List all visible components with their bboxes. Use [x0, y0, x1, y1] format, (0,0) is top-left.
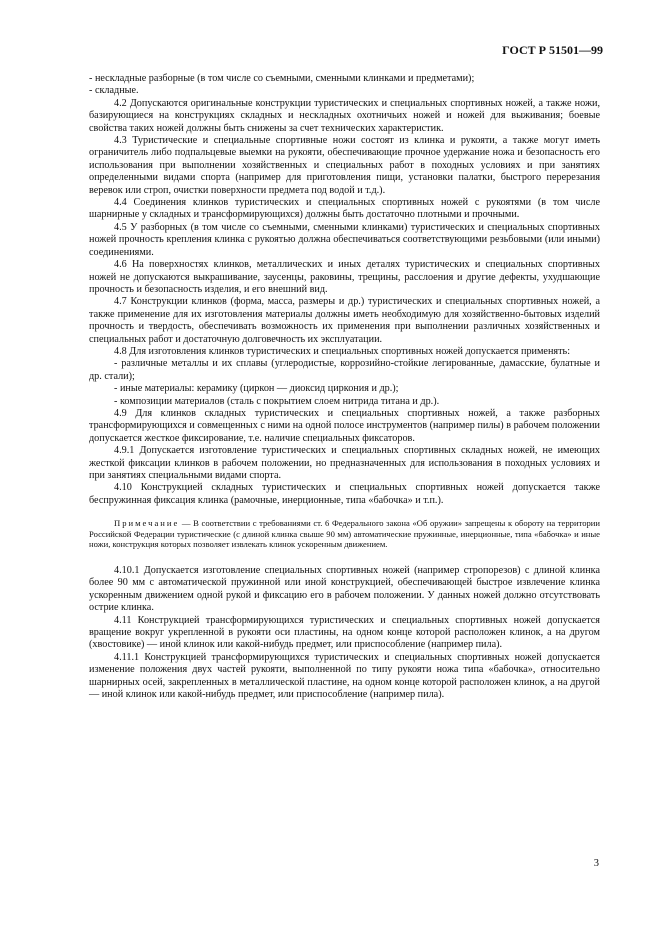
paragraph-4-6: 4.6 На поверхностях клинков, металлических и иных деталях туристических и специальных спортивных ножей не допускаются выкрашивание, заусенцы, раковины, трещины, расслоения и другие дефекты, ухудшающие прочность и безопасность изделия, и его внешний вид. [89, 259, 600, 295]
list-item: - различные металлы и их сплавы (углеродистые, коррозийно-стойкие легированные, дамасские, булатные и др. стали); [89, 358, 600, 382]
paragraph-4-3: 4.3 Туристические и специальные спортивные ножи состоят из клинка и рукояти, а также могут иметь ограничитель либо подпальцевые выемки на рукояти, обеспечивающие прочное удержание ножа и безопасность его использования при выполнении хозяйственных и специальных работ в походных условиях и при занятиях определенными видами спорта (например для приготовления пищи, установки палатки, быстрого перерезания веревок или строп, очистки поверхности предмета под водой и т.д.). [89, 135, 600, 196]
page-number: 3 [593, 858, 599, 869]
note-text: — В соответствии с требованиями ст. 6 Федерального закона «Об оружии» запрещены к обороту на территории Российской Федерации туристические (с длиной клинка свыше 90 мм) автоматические пружинные, инерционные, типа «бабочка» и иные ножи, конструкция которых позволяет извлекать клинок ускоренным движением. [89, 518, 600, 550]
note-label: Примечание [114, 518, 180, 529]
paragraph-4-4: 4.4 Соединения клинков туристических и специальных спортивных ножей с рукоятями (в том числе шарнирные у складных и трансформирующихся) должны быть достаточно плотными и прочными. [89, 197, 600, 221]
paragraph-4-9: 4.9 Для клинков складных туристических и специальных спортивных ножей, а также разборных трансформирующихся и совмещенных с ними на одной полосе инструментов (например пилы) в рабочем положении допускается жесткое фиксирование, т.е. наличие специальных фиксаторов. [89, 407, 600, 444]
paragraph-4-7: 4.7 Конструкции клинков (форма, масса, размеры и др.) туристических и специальных спортивных ножей, а также применение для их изготовления материалы должны иметь необходимую для хозяйственно-бытовых изделий прочность и твердость, обеспечивать возможность их применения при выполнении различных хозяйственных и специальных работ и достаточную долговечность их эксплуатации. [89, 296, 600, 345]
list-item: - складные. [89, 85, 139, 97]
paragraph-4-11: 4.11 Конструкцией трансформирующихся туристических и специальных спортивных ножей допускается вращение вокруг укрепленной в рукояти оси пластины, на одном конце которой расположен клинок, а на другом (хвостовике) — иной клинок или какой-нибудь предмет, или приспособление (например пила). [89, 614, 600, 651]
paragraph-4-8: 4.8 Для изготовления клинков туристических и специальных спортивных ножей допускается применять: [114, 345, 571, 357]
paragraph-4-10: 4.10 Конструкцией складных туристических и специальных спортивных ножей допускается также беспружинная фиксация клинка (рамочные, инерционные, типа «бабочка» и т.п.). [89, 482, 600, 506]
paragraph-4-9-1: 4.9.1 Допускается изготовление туристических и специальных спортивных складных ножей, не имеющих жесткой фиксации клинков в рабочем положении, но предназначенных для использования в походных условиях и при занятиях специальными видами спорта. [89, 445, 600, 481]
document-id: ГОСТ Р 51501—99 [502, 43, 603, 57]
document-header [502, 43, 603, 58]
document-body [89, 73, 600, 701]
list-item: - иные материалы: керамику (циркон — диоксид циркония и др.); [114, 383, 399, 395]
note [89, 518, 600, 550]
paragraph-4-11-1: 4.11.1 Конструкцией трансформирующихся туристических и специальных спортивных ножей допускается изменение положения двух частей рукояти, выполненной по типу рукояти ножа типа «бабочка», относительно шарнирных осей, закрепленных в металлической пластине, на одном конце которой расположен клинок, а на другой — иной клинок или какой-нибудь предмет, или приспособление (например пила). [89, 651, 600, 701]
paragraph-4-5: 4.5 У разборных (в том числе со съемными, сменными клинками) туристических и специальных спортивных ножей прочность крепления клинка с рукоятью должна обеспечиваться соответствующими резьбовыми (или иными) соединениями. [89, 221, 600, 258]
list-item: - композиции материалов (сталь с покрытием слоем нитрида титана и др.). [114, 395, 440, 407]
paragraph-4-10-1: 4.10.1 Допускается изготовление специальных спортивных ножей (например стропорезов) с длиной клинка более 90 мм с автоматической пружинной или иной конструкцией, обеспечивающей быстрое извлечение клинка ускоренным движением одной рукой и фиксацию его в рабочем положении. У данных ножей должно отсутствовать острие клинка. [89, 565, 600, 614]
list-item: - нескладные разборные (в том числе со съемными, сменными клинками и предметами); [89, 73, 475, 84]
paragraph-4-2: 4.2 Допускаются оригинальные конструкции туристических и специальных спортивных ножей, а также ножи, базирующиеся на конструкциях складных и нескладных охотничьих ножей и ножей для выживания; боевые свойства таких ножей должны быть снижены за счет технических характеристик. [89, 97, 600, 134]
